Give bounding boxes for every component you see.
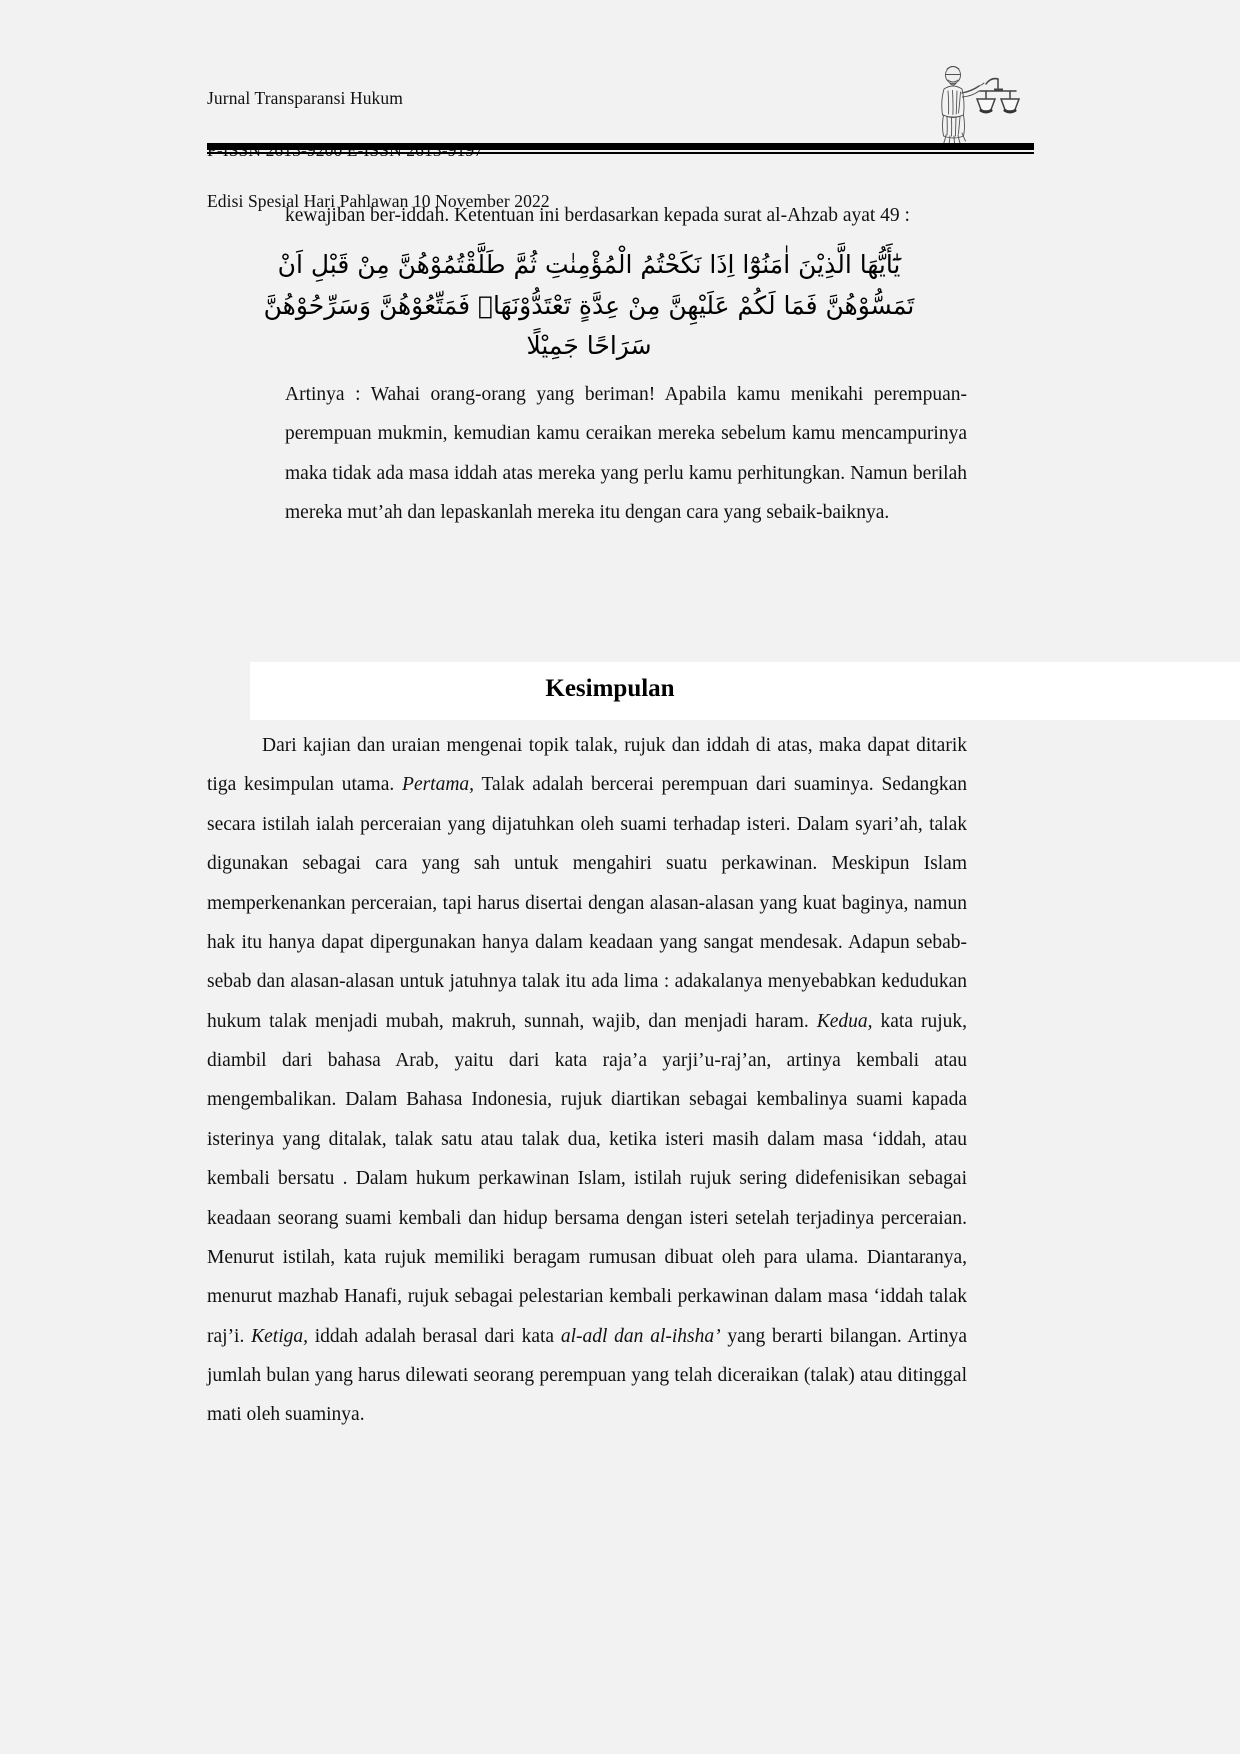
section-heading-kesimpulan: Kesimpulan — [545, 675, 675, 702]
conclusion-run-0: Dari kajian dan uraian mengenai topik talak, rujuk dan iddah di atas, maka dapat ditarik tiga kesimpulan utama. — [207, 735, 967, 796]
conclusion-run-5: Ketiga, — [251, 1325, 308, 1347]
article-body-top — [207, 196, 967, 532]
intro-paragraph: kewajiban ber-iddah. Ketentuan ini berdasarkan kepada surat al-Ahzab ayat 49 : — [285, 205, 910, 226]
conclusion-run-8: yang berarti bilangan. Artinya jumlah bulan yang harus dilewati seorang perempuan yang telah diceraikan (talak) atau ditinggal mati oleh suaminya. — [207, 1325, 967, 1426]
arabic-line-2: تَمَسُّوْهُنَّ فَمَا لَكُمْ عَلَيْهِنَّ مِنْ عِدَّةٍ تَعْتَدُّوْنَهَاۚ فَمَتِّعُوْهُنَّ وَسَرِّحُوْهُنَّ — [263, 290, 915, 320]
header-divider — [207, 143, 1034, 154]
conclusion-paragraph — [207, 726, 967, 1435]
journal-name: Jurnal Transparansi Hukum — [207, 87, 403, 108]
quran-verse-arabic — [207, 245, 967, 367]
conclusion-rich-text — [207, 735, 967, 1425]
verse-translation: Artinya : Wahai orang-orang yang beriman! Apabila kamu menikahi perempuan-perempuan mukmin, kemudian kamu ceraikan mereka sebelum kamu mencampurinya maka tidak ada masa iddah atas mereka yang perlu kamu perhitungkan. Namun berilah mereka mut’ah dan lepaskanlah mereka itu dengan cara yang sebaik-baiknya. — [285, 383, 967, 523]
conclusion-run-6: iddah adalah berasal dari kata — [308, 1325, 561, 1347]
lady-justice-scales-logo-icon — [924, 60, 1028, 148]
conclusion-run-7: al-adl dan al-ihsha’ — [560, 1325, 721, 1347]
conclusion-run-4: kata rujuk, diambil dari bahasa Arab, yaitu dari kata raja’a yarji’u-raj’an, artinya kembali atau mengembalikan. Dalam Bahasa Indonesia, rujuk diartikan sebagai kembalinya suami kapada isterinya yang ditalak, talak satu atau talak dua, ketika isteri masih dalam masa ‘iddah, atau kembali bersatu . Dalam hukum perkawinan Islam, istilah rujuk sering didefenisikan sebagai keadaan seorang suami kembali dan hidup bersama dengan isteri setelah terjadinya perceraian. Menurut istilah, kata rujuk memiliki beragam rumusan dibuat oleh para ulama. Diantaranya, menurut mazhab Hanafi, rujuk sebagai pelestarian kembali perkawinan dalam masa ‘iddah talak raj’i. — [207, 1010, 967, 1347]
header-rule-thin — [207, 152, 1034, 154]
header-rule-thick — [207, 143, 1034, 150]
arabic-line-3: سَرَاحًا جَمِيْلًا — [526, 331, 652, 361]
conclusion-run-1: Pertama, — [402, 774, 475, 796]
conclusion-run-2: Talak adalah bercerai perempuan dari suaminya. Sedangkan secara istilah ialah perceraian yang dijatuhkan oleh suami terhadap isteri. Dalam syari’ah, talak digunakan sebagai cara yang sah untuk mengahiri suatu perkawinan. Meskipun Islam memperkenankan perceraian, tapi harus disertai dengan alasan-alasan yang kuat baginya, namun hak itu hanya dapat dipergunakan hanya dalam keadaan yang sangat mendesak. Adapun sebab-sebab dan alasan-alasan untuk jatuhnya talak itu ada lima : adakalanya menyebabkan kedudukan hukum talak menjadi mubah, makruh, sunnah, wajib, dan menjadi haram. — [207, 774, 967, 1032]
conclusion-section — [207, 726, 967, 1435]
journal-edition: Edisi Spesial Hari Pahlawan 10 November 2022 — [207, 191, 550, 212]
conclusion-run-3: Kedua, — [816, 1010, 873, 1032]
arabic-line-1: يَٰٓأَيُّهَا الَّذِيْنَ اٰمَنُوْٓا اِذَا نَكَحْتُمُ الْمُؤْمِنٰتِ ثُمَّ طَلَّقْتُمُوْهُنَّ مِنْ قَبْلِ اَنْ — [277, 250, 901, 280]
